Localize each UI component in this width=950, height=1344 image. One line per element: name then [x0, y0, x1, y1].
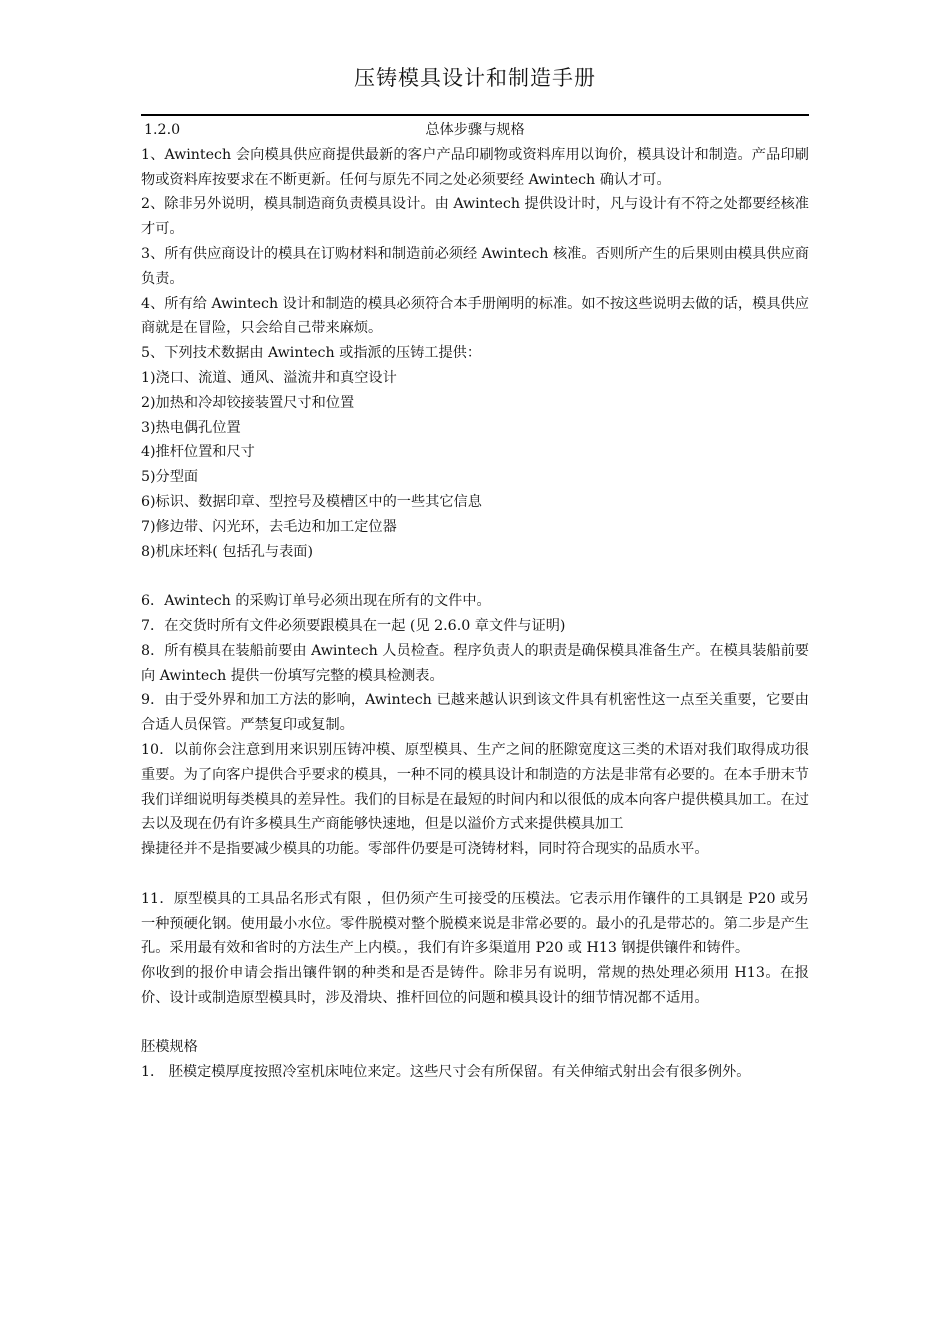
section-number: 1.2.0: [144, 122, 181, 138]
paragraph-4: 4、所有给 Awintech 设计和制造的模具必须符合本手册阐明的标准。如不按这些说明去做的话，模具供应商就是在冒险，只会给自己带来麻烦。: [141, 295, 809, 337]
paragraph-11: 11．原型模具的工具品名形式有限 ，但仍须产生可接受的压模法。它表示用作镶件的工具钢是 P20 或另一种预硬化钢。使用最小水位。零件脱模对整个脱模来说是非常必要的。最小的孔是带芯的。第二步是产生孔。采用最有效和省时的方法生产上内模。，我们有许多渠道用 P20 或 H13 钢提供镶件和铸件。: [141, 890, 809, 957]
blank-spec-heading: 胚模规格: [141, 1039, 198, 1056]
paragraph-12: 你收到的报价申请会指出镶件钢的种类和是否是铸件。除非另有说明，常规的热处理必须用 H13。在报价、设计或制造原型模具时，涉及滑块、推杆回位的问题和模具设计的细节情况都不适用。: [141, 965, 809, 1006]
paragraph-1: 1、Awintech 会向模具供应商提供最新的客户产品印刷物或资料库用以询价，模具设计和制造。产品印刷物或资料库按要求在不断更新。任何与原先不同之处必须要经 Awintech 确认才可。: [141, 146, 809, 188]
document-body: [141, 118, 809, 1085]
paragraph-6: 6．Awintech 的采购订单号必须出现在所有的文件中。: [141, 593, 491, 610]
paragraph-2: 2、除非另外说明，模具制造商负责模具设计。由 Awintech 提供设计时，凡与设计有不符之处都要经核准才可。: [141, 196, 809, 238]
paragraph-10-continued: 操捷径并不是指要减少模具的功能。零部件仍要是可浇铸材料，同时符合现实的品质水平。: [141, 841, 709, 858]
spacer: [141, 862, 809, 887]
list-item: 8)机床坯料( 包括孔与表面): [141, 543, 314, 560]
list-item: 3)热电偶孔位置: [141, 419, 241, 436]
section-title: 总体步骤与规格: [425, 122, 525, 138]
spacer: [141, 564, 809, 589]
blank-spec-item-1: 1． 胚模定模厚度按照冷室机床吨位来定。这些尺寸会有所保留。有关伸缩式射出会有很多例外。: [141, 1064, 751, 1081]
paragraph-7: 7．在交货时所有文件必须要跟模具在一起 (见 2.6.0 章文件与证明): [141, 617, 566, 634]
section-heading: [141, 118, 809, 143]
paragraph-9: 9．由于受外界和加工方法的影响，Awintech 已越来越认识到该文件具有机密性这一点至关重要，它要由合适人员保管。严禁复印或复制。: [141, 692, 809, 734]
list-item: 2)加热和冷却铰接装置尺寸和位置: [141, 394, 355, 411]
list-item: 5)分型面: [141, 469, 199, 486]
header-rule: [141, 114, 809, 116]
paragraph-3: 3、所有供应商设计的模具在订购材料和制造前必须经 Awintech 核准。否则所产生的后果则由模具供应商负责。: [141, 245, 809, 287]
list-item: 1)浇口、流道、通风、溢流井和真空设计: [141, 369, 397, 386]
page-title: 压铸模具设计和制造手册: [354, 66, 596, 90]
spacer: [141, 1011, 809, 1036]
paragraph-8: 8．所有模具在装船前要由 Awintech 人员检查。程序负责人的职责是确保模具准备生产。在模具装船前要向 Awintech 提供一份填写完整的模具检测表。: [141, 642, 809, 684]
paragraph-10: 10．以前你会注意到用来识别压铸冲模、原型模具、生产之间的胚隙宽度这三类的术语对我们取得成功很重要。为了向客户提供合乎要求的模具，一种不同的模具设计和制造的方法是非常有必要的。在本手册末节我们详细说明每类模具的差异性。我们的目标是在最短的时间内和以很低的成本向客户提供模具加工。在过去以及现在仍有许多模具生产商能够快速地，但是以溢价方式来提供模具加工: [141, 741, 809, 833]
list-item: 7)修边带、闪光环，去毛边和加工定位器: [141, 518, 397, 535]
paragraph-5: 5、下列技术数据由 Awintech 或指派的压铸工提供：: [141, 345, 482, 362]
list-item: 6)标识、数据印章、型控号及模槽区中的一些其它信息: [141, 493, 482, 510]
list-item: 4)推杆位置和尺寸: [141, 444, 255, 461]
